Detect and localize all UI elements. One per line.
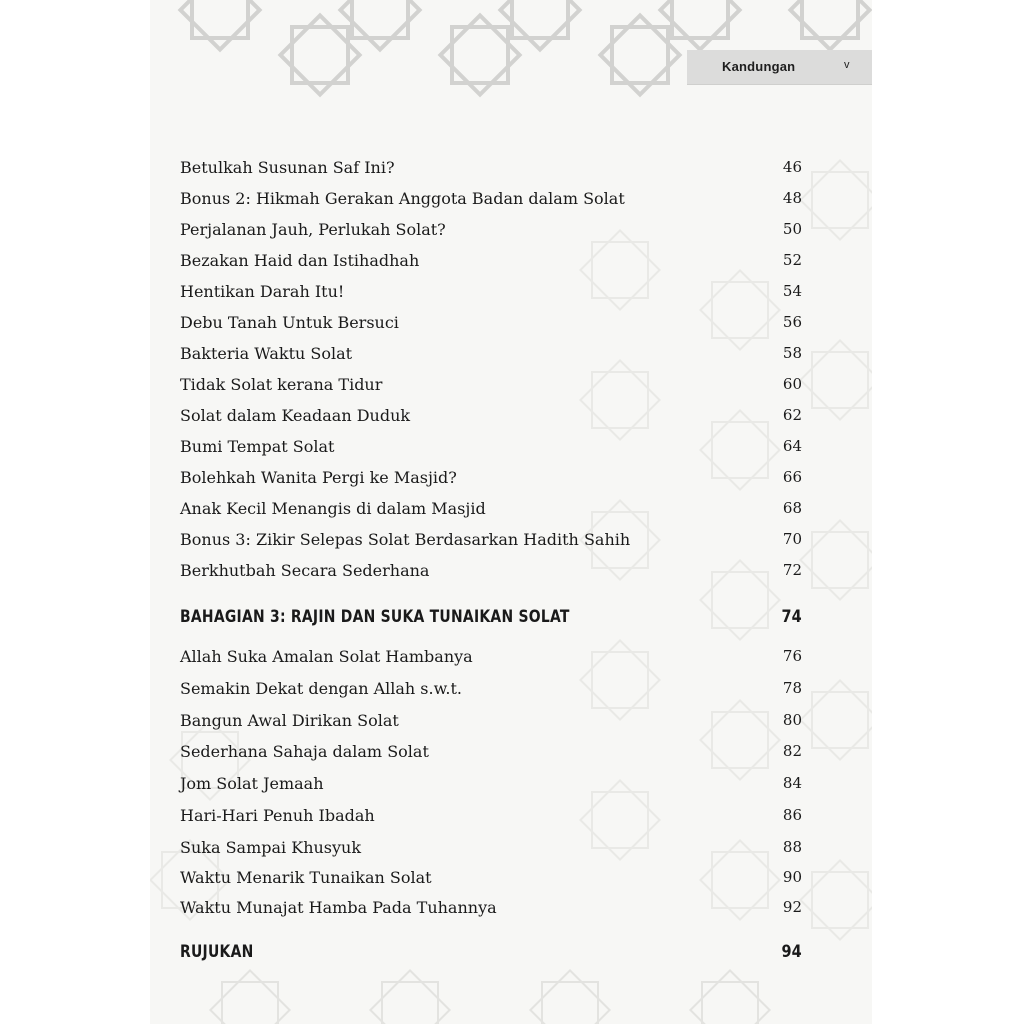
toc-entry-page: 66 (782, 468, 802, 486)
running-header-page-number: v (844, 59, 850, 71)
toc-entry (180, 530, 802, 560)
toc-entry-title: Allah Suka Amalan Solat Hambanya (180, 647, 473, 666)
toc-entry-page: 48 (782, 189, 802, 207)
toc-entry-title: Waktu Menarik Tunaikan Solat (180, 868, 432, 887)
toc-entry-page: 88 (782, 838, 802, 856)
toc-entry-page: 56 (782, 313, 802, 331)
toc-entry-title: Betulkah Susunan Saf Ini? (180, 158, 395, 177)
toc-section-title: RUJUKAN (180, 942, 254, 962)
toc-entry (180, 406, 802, 436)
toc-entry-title: Waktu Munajat Hamba Pada Tuhannya (180, 898, 497, 917)
toc-entry-page: 70 (782, 530, 802, 548)
toc-entry-title: Jom Solat Jemaah (180, 774, 324, 793)
toc-entry-page: 84 (782, 774, 802, 792)
toc-section-title: BAHAGIAN 3: RAJIN DAN SUKA TUNAIKAN SOLAT (180, 607, 570, 627)
toc-entry (180, 561, 802, 591)
toc-entry-page: 80 (782, 711, 802, 729)
toc-entry-page: 86 (782, 806, 802, 824)
toc-entry (180, 220, 802, 250)
toc-entry-page: 62 (782, 406, 802, 424)
toc-entry-title: Semakin Dekat dengan Allah s.w.t. (180, 679, 462, 698)
toc-entry (180, 868, 802, 898)
toc-entry (180, 647, 802, 677)
running-header (687, 50, 872, 85)
toc-entry-title: Bangun Awal Dirikan Solat (180, 711, 399, 730)
toc-entry (180, 375, 802, 405)
toc-entry-title: Anak Kecil Menangis di dalam Masjid (180, 499, 486, 518)
toc-section-heading (180, 942, 802, 972)
toc-entry (180, 806, 802, 836)
toc-entry-page: 72 (782, 561, 802, 579)
toc-entry-page: 58 (782, 344, 802, 362)
toc-section-heading (180, 607, 802, 637)
toc-entry-title: Tidak Solat kerana Tidur (180, 375, 383, 394)
toc-entry-page: 50 (782, 220, 802, 238)
toc-section-page: 74 (781, 607, 802, 627)
toc-entry-title: Berkhutbah Secara Sederhana (180, 561, 430, 580)
toc-entry (180, 679, 802, 709)
toc-entry-title: Sederhana Sahaja dalam Solat (180, 742, 429, 761)
toc-entry-title: Bezakan Haid dan Istihadhah (180, 251, 420, 270)
toc-entry-page: 82 (782, 742, 802, 760)
toc-entry-title: Solat dalam Keadaan Duduk (180, 406, 411, 425)
toc-entry-page: 76 (782, 647, 802, 665)
toc-entry-page: 92 (782, 898, 802, 916)
toc-section-page: 94 (781, 942, 802, 962)
toc-entry-title: Bumi Tempat Solat (180, 437, 335, 456)
toc-entry (180, 344, 802, 374)
toc-entry (180, 838, 802, 868)
book-page (150, 0, 872, 1024)
toc-entry-page: 78 (782, 679, 802, 697)
toc-entry (180, 313, 802, 343)
toc-entry (180, 251, 802, 281)
toc-entry-page: 54 (782, 282, 802, 300)
toc-entry-page: 64 (782, 437, 802, 455)
toc-entry (180, 711, 802, 741)
toc-entry-title: Bonus 3: Zikir Selepas Solat Berdasarkan Hadith Sahih (180, 530, 631, 549)
toc-entry (180, 742, 802, 772)
toc-entry-title: Hentikan Darah Itu! (180, 282, 345, 301)
toc-entry (180, 437, 802, 467)
toc-entry-title: Bolehkah Wanita Pergi ke Masjid? (180, 468, 457, 487)
toc-entry-title: Bakteria Waktu Solat (180, 344, 353, 363)
toc-entry (180, 499, 802, 529)
toc-entry (180, 282, 802, 312)
toc-entry (180, 468, 802, 498)
toc-entry-title: Hari-Hari Penuh Ibadah (180, 806, 375, 825)
toc-entry-title: Suka Sampai Khusyuk (180, 838, 362, 857)
toc-entry-title: Debu Tanah Untuk Bersuci (180, 313, 399, 332)
running-header-title: Kandungan (722, 59, 796, 74)
toc-entry-page: 68 (782, 499, 802, 517)
toc-entry (180, 158, 802, 188)
toc-entry-page: 60 (782, 375, 802, 393)
toc-entry-page: 52 (782, 251, 802, 269)
toc-entry-title: Perjalanan Jauh, Perlukah Solat? (180, 220, 446, 239)
toc-entry-title: Bonus 2: Hikmah Gerakan Anggota Badan dalam Solat (180, 189, 625, 208)
toc-entry (180, 774, 802, 804)
toc-entry (180, 898, 802, 928)
toc-entry (180, 189, 802, 219)
toc-entry-page: 90 (782, 868, 802, 886)
toc-entry-page: 46 (782, 158, 802, 176)
